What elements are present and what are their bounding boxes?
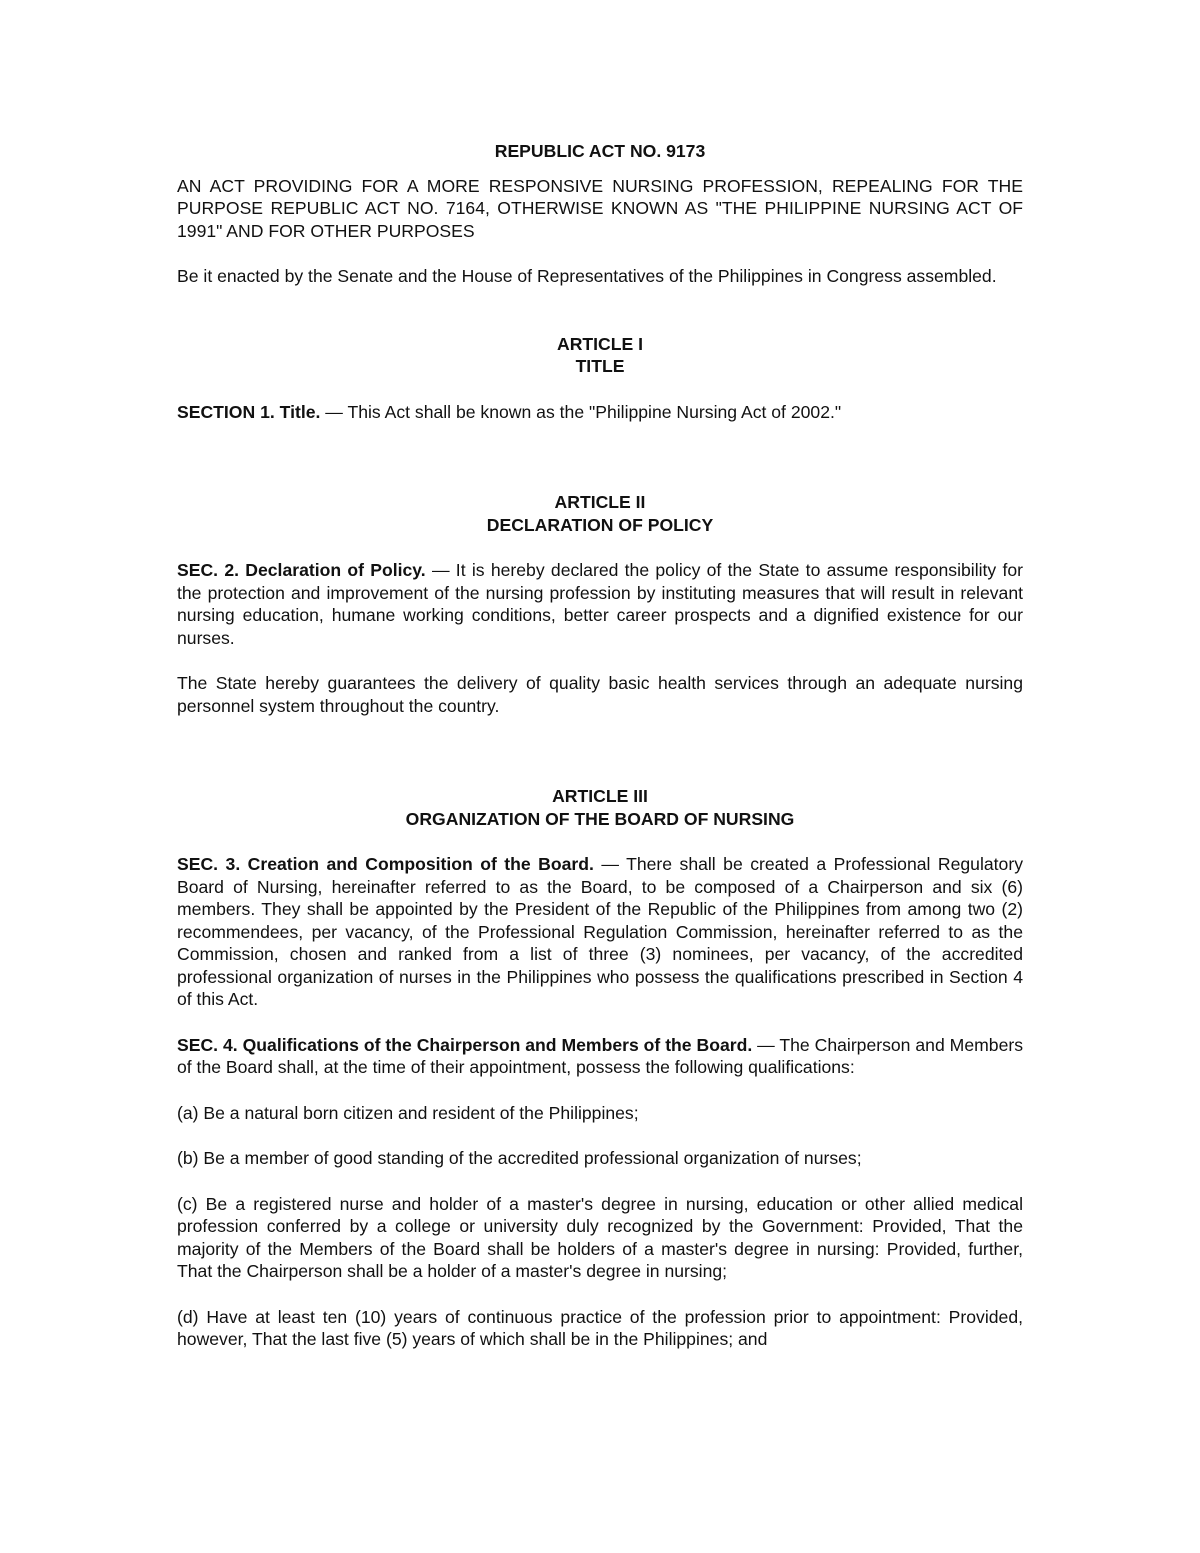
- qualification-item-c: (c) Be a registered nurse and holder of a master's degree in nursing, education or other allied medical profession conferred by a college or university duly recognized by the Government: Provided, That the majority of the Members of the Board shall be holders of a master's degree in nursing: Provided, further, That the Chairperson shall be a holder of a master's degree in nursing;: [177, 1193, 1023, 1281]
- section-text: — This Act shall be known as the "Philippine Nursing Act of 2002.": [320, 401, 842, 422]
- qualification-item-b: (b) Be a member of good standing of the accredited professional organization of nurses;: [177, 1148, 862, 1168]
- article-name: TITLE: [575, 356, 625, 376]
- section-heading: SECTION 1. Title.: [177, 401, 321, 422]
- article-2-heading: [177, 491, 1023, 536]
- act-title: AN ACT PROVIDING FOR A MORE RESPONSIVE NURSING PROFESSION, REPEALING FOR THE PURPOSE REPUBLIC ACT NO. 7164, OTHERWISE KNOWN AS "THE PHILIPPINE NURSING ACT OF 1991" AND FOR OTHER PURPOSES: [177, 175, 1023, 241]
- article-1-heading: [177, 333, 1023, 378]
- qualification-item-a: (a) Be a natural born citizen and resident of the Philippines;: [177, 1102, 639, 1123]
- section-2: [177, 559, 1023, 649]
- document-title: REPUBLIC ACT NO. 9173: [494, 141, 706, 161]
- qualification-item-d: (d) Have at least ten (10) years of continuous practice of the profession prior to appointment: Provided, however, That the last five (5) years of which shall be in the Philippines; and: [177, 1306, 1023, 1349]
- section-text: — It is hereby declared the policy of the State to assume responsibility for the protection and improvement of the nursing profession by instituting measures that will result in relevant nursing education, humane working conditions, better career prospects and a dignified existence for our nurses.: [177, 560, 1024, 648]
- section-1: [177, 401, 1023, 424]
- section-heading: SEC. 3. Creation and Composition of the Board.: [177, 854, 594, 874]
- section-2-paragraph-2: The State hereby guarantees the delivery of quality basic health services through an adequate nursing personnel system throughout the country.: [177, 673, 1023, 716]
- section-text: — The Chairperson and Members of the Board shall, at the time of their appointment, possess the following qualifications:: [177, 1034, 1024, 1077]
- article-name: ORGANIZATION OF THE BOARD OF NURSING: [405, 808, 795, 829]
- section-3: [177, 853, 1023, 1011]
- enacting-clause: Be it enacted by the Senate and the House of Representatives of the Philippines in Congress assembled.: [177, 266, 997, 286]
- article-number: ARTICLE I: [556, 333, 643, 354]
- section-heading: SEC. 2. Declaration of Policy.: [177, 560, 426, 580]
- article-name: DECLARATION OF POLICY: [486, 514, 714, 535]
- article-3-heading: [177, 785, 1023, 830]
- article-number: ARTICLE II: [554, 492, 646, 512]
- section-heading: SEC. 4. Qualifications of the Chairperson and Members of the Board.: [177, 1034, 753, 1055]
- section-4: [177, 1034, 1023, 1079]
- article-number: ARTICLE III: [552, 786, 648, 806]
- section-text: — There shall be created a Professional Regulatory Board of Nursing, hereinafter referred to as the Board, to be composed of a Chairperson and six (6) members. They shall be appointed by the President of the Republic of the Philippines from among two (2) recommendees, per vacancy, of the Professional Regulation Commission, hereinafter referred to as the Commission, chosen and ranked from a list of three (3) nominees, per vacancy, of the accredited professional organization of nurses in the Philippines who possess the qualifications prescribed in Section 4 of this Act.: [177, 854, 1023, 1009]
- document-page: [177, 140, 1023, 1351]
